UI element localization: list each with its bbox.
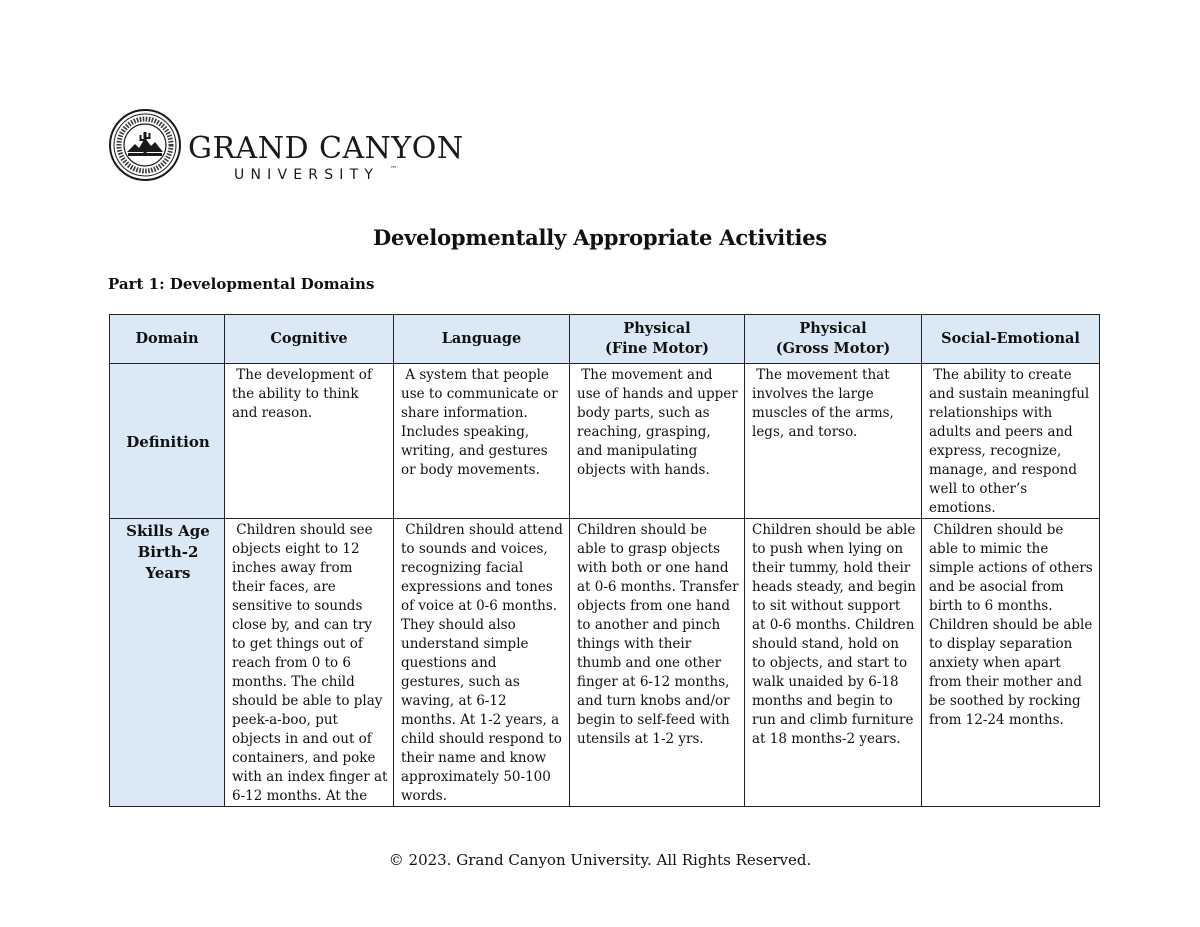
row-label-skills-line2: Birth-2 bbox=[137, 543, 199, 561]
header-domain: Domain bbox=[110, 315, 225, 364]
cell-definition-fine-motor: The movement and use of hands and upper body parts, such as reaching, grasping, and manipulating objects with hands. bbox=[570, 364, 745, 519]
skills-row bbox=[110, 519, 1100, 807]
cell-skills-fine-motor-text: Children should be able to grasp objects with both or one hand at 0-6 months. Transfer objects from one hand to another and pinch things with their thumb and one other finger at 6-12 months, and turn knobs and/or begin to self-feed with utensils at 1-2 yrs. bbox=[577, 522, 743, 747]
cell-skills-cognitive-text: Children should see objects eight to 12 inches away from their faces, are sensitive to sounds close by, and can try to get things out of reach from 0 to 6 months. The child should be able to play peek-a-boo, put objects in and out of containers, and poke with an index finger at 6-12 months. At the bbox=[232, 522, 392, 804]
cell-definition-cognitive: The development of the ability to think and reason. bbox=[225, 364, 394, 519]
header-social-emotional: Social-Emotional bbox=[922, 315, 1100, 364]
header-gross-motor-line2: (Gross Motor) bbox=[775, 340, 891, 357]
cell-skills-fine-motor bbox=[570, 519, 745, 807]
row-label-skills bbox=[110, 519, 225, 807]
cell-skills-gross-motor bbox=[745, 519, 922, 807]
gcu-logo bbox=[108, 108, 464, 184]
header-cognitive: Cognitive bbox=[225, 315, 394, 364]
header-language: Language bbox=[394, 315, 570, 364]
cell-skills-social-emotional-text: Children should be able to mimic the simple actions of others and be asocial from birth to 6 months. Children should be able to display separation anxiety when apart from their mother and be soothed by rocking from 12-24 months. bbox=[929, 522, 1098, 728]
row-label-skills-line3: Years bbox=[145, 564, 191, 582]
cell-definition-language: A system that people use to communicate or share information. Includes speaking, writing, and gestures or body movements. bbox=[394, 364, 570, 519]
developmental-domains-table bbox=[109, 314, 1100, 807]
definition-row bbox=[110, 364, 1100, 519]
header-fine-motor bbox=[570, 315, 745, 364]
copyright-footer: © 2023. Grand Canyon University. All Rights Reserved. bbox=[388, 851, 812, 869]
row-label-skills-line1: Skills Age bbox=[126, 522, 210, 540]
header-fine-motor-line2: (Fine Motor) bbox=[604, 340, 710, 357]
logo-trademark: ™ bbox=[390, 165, 397, 173]
cell-skills-gross-motor-text: Children should be able to push when lying on their tummy, hold their heads steady, and begin to sit without support at 0-6 months. Children should stand, hold on to objects, and start to walk unaided by 6-18 months and begin to run and climb furniture at 18 months-2 years. bbox=[752, 522, 921, 747]
cell-definition-social-emotional: The ability to create and sustain meaningful relationships with adults and peers and express, recognize, manage, and respond well to other’s emotions. bbox=[922, 364, 1100, 519]
row-label-definition: Definition bbox=[110, 364, 225, 519]
university-seal-icon bbox=[110, 110, 180, 180]
header-gross-motor bbox=[745, 315, 922, 364]
gcu-logo-graphic bbox=[108, 108, 464, 184]
header-gross-motor-line1: Physical bbox=[799, 320, 867, 337]
table-header-row bbox=[110, 315, 1100, 364]
header-fine-motor-line1: Physical bbox=[623, 320, 691, 337]
page-title: Developmentally Appropriate Activities bbox=[372, 225, 828, 250]
cell-skills-social-emotional bbox=[922, 519, 1100, 807]
section-heading: Part 1: Developmental Domains bbox=[108, 275, 375, 293]
logo-wordmark: GRAND CANYON bbox=[188, 131, 464, 166]
cell-skills-language-text: Children should attend to sounds and voices, recognizing facial expressions and tones of voice at 0-6 months. They should also understand simple questions and gestures, such as waving, at 6-12 months. At 1-2 years, a child should respond to their name and know approximately 50-100 words. bbox=[401, 522, 568, 804]
logo-subtitle: UNIVERSITY bbox=[234, 167, 380, 183]
cell-skills-cognitive bbox=[225, 519, 394, 807]
cell-definition-gross-motor: The movement that involves the large muscles of the arms, legs, and torso. bbox=[745, 364, 922, 519]
cell-skills-language bbox=[394, 519, 570, 807]
